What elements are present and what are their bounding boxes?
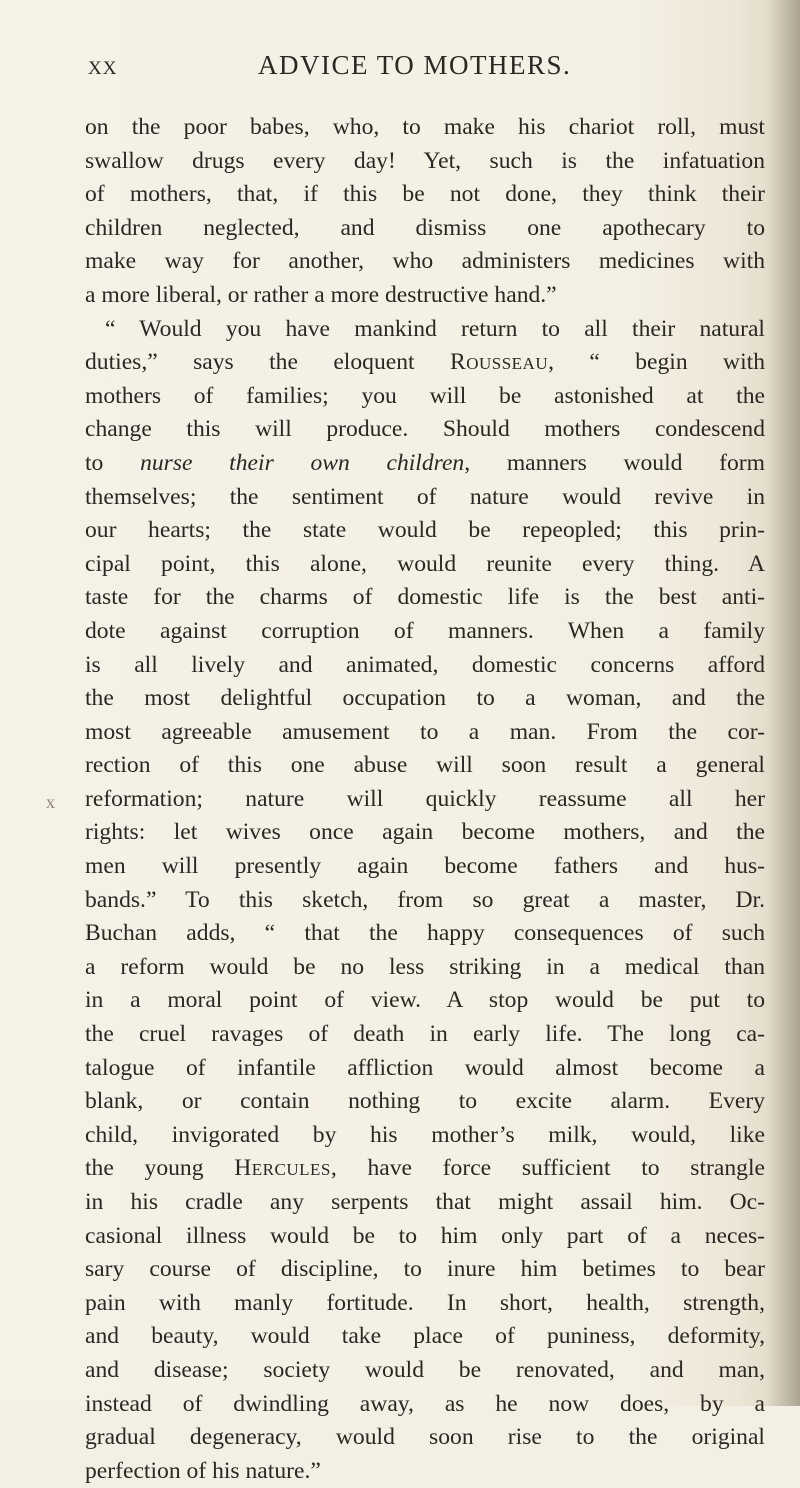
text-line: a reform would be no less striking in a medical than (85, 953, 765, 980)
text-line: and disease; society would be renovated, and man, (85, 1356, 765, 1383)
text-line: Buchan adds, “ that the happy consequences of such (85, 920, 765, 947)
text-run: , manners would form (464, 449, 765, 476)
text-line: rights: let wives once again become mothers, and the (85, 819, 765, 846)
text-line: bands.” To this sketch, from so great a master, Dr. (85, 886, 765, 913)
emphasis-text: nurse their own children (140, 449, 465, 476)
text-line: child, invigorated by his mother’s milk, would, like (85, 1121, 765, 1148)
text-line (85, 1152, 765, 1186)
text-line: most agreeable amusement to a man. From the cor- (85, 718, 765, 745)
text-line: talogue of infantile affliction would almost become a (85, 1054, 765, 1081)
text-line: instead of dwindling away, as he now does, by a (85, 1390, 765, 1417)
text-run: duties,” says the eloquent (85, 349, 415, 376)
text-line: mothers of families; you will be astonished at the (85, 382, 765, 409)
text-line (85, 346, 765, 380)
text-line: gradual degeneracy, would soon rise to the original (85, 1424, 765, 1451)
text-line: reformation; nature will quickly reassume all her (85, 785, 765, 812)
text-run: to (85, 449, 104, 476)
running-head: ADVICE TO MOTHERS. (258, 50, 572, 80)
text-line: men will presently again become fathers and hus- (85, 853, 765, 880)
author-name: Rousseau (449, 349, 549, 376)
text-line: our hearts; the state would be repeopled; this prin- (85, 517, 765, 544)
text-run: , “ begin with (548, 349, 765, 376)
text-line: “ Would you have mankind return to all their natural (105, 315, 765, 342)
text-line: sary course of discipline, to inure him betimes to bear (85, 1256, 765, 1283)
text-line: in his cradle any serpents that might assail him. Oc- (85, 1189, 765, 1215)
text-line: blank, or contain nothing to excite alarm. Every (85, 1088, 765, 1115)
text-run: the young (85, 1155, 204, 1182)
text-line: the most delightful occupation to a woman, and the (85, 685, 765, 712)
margin-mark: x (46, 792, 55, 812)
body-text (85, 111, 765, 1488)
text-line: make way for another, who administers medicines with (85, 248, 765, 275)
text-line: in a moral point of view. A stop would be put to (85, 987, 765, 1014)
text-line: swallow drugs every day! Yet, such is the infatuation (85, 147, 765, 174)
text-line: casional illness would be to him only part of a neces- (85, 1222, 765, 1249)
text-line: on the poor babes, who, to make his chariot roll, must (85, 114, 765, 140)
text-line: themselves; the sentiment of nature would revive in (85, 483, 765, 510)
text-line: dote against corruption of manners. When a family (85, 617, 765, 644)
text-line: rection of this one abuse will soon result a general (85, 752, 765, 779)
page-number: xx (88, 50, 118, 80)
text-line: taste for the charms of domestic life is the best anti- (85, 584, 765, 611)
text-line: a more liberal, or rather a more destructive hand.” (85, 281, 557, 308)
text-line: perfection of his nature.” (85, 1457, 321, 1484)
text-line: and beauty, would take place of puniness, deformity, (85, 1323, 765, 1350)
text-line: of mothers, that, if this be not done, they think their (85, 181, 765, 208)
text-line: children neglected, and dismiss one apothecary to (85, 214, 765, 241)
text-line: cipal point, this alone, would reunite every thing. A (85, 550, 765, 577)
text-line (85, 447, 765, 481)
text-line: is all lively and animated, domestic concerns afford (85, 651, 765, 678)
hero-name: Hercules (234, 1155, 331, 1182)
text-line: the cruel ravages of death in early life. The long ca- (85, 1021, 765, 1048)
text-line: change this will produce. Should mothers condescend (85, 416, 765, 443)
text-run: , have force sufficient to strangle (330, 1155, 765, 1182)
page-header (88, 50, 760, 84)
text-line: pain with manly fortitude. In short, health, strength, (85, 1289, 765, 1316)
page-binding-shadow (766, 0, 800, 1406)
